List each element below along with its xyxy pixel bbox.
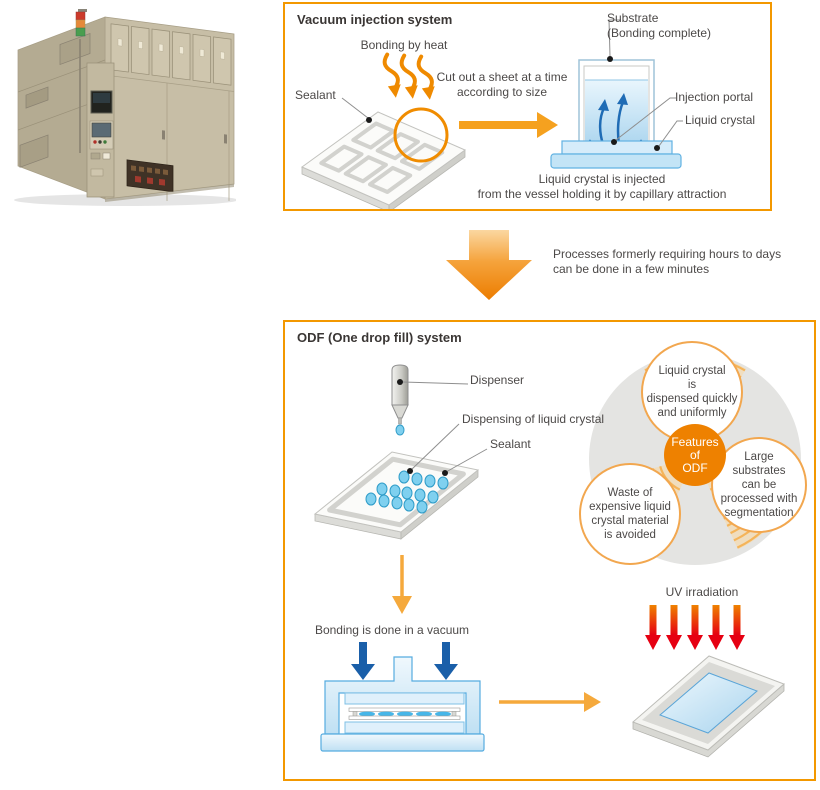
sealant-label: Sealant	[295, 88, 336, 102]
dispenser-label: Dispenser	[470, 373, 525, 387]
substrate-label: Substrate (Bonding complete)	[607, 11, 712, 40]
feature-center-text: Features of ODF	[671, 435, 719, 475]
odf-panel	[283, 320, 816, 781]
bonding-by-heat-label: Bonding by heat	[360, 38, 448, 52]
capillary-caption: Liquid crystal is injected from the vessel holding it by capillary attraction	[477, 172, 727, 201]
flow-right-arrow-icon	[499, 692, 601, 712]
odf-box-title: ODF (One drop fill) system	[297, 330, 462, 345]
falling-drop-icon	[396, 425, 404, 435]
vacuum-press	[321, 657, 484, 751]
dispensing-label: Dispensing of liquid crystal	[462, 412, 605, 426]
liquid-crystal-label: Liquid crystal	[685, 113, 756, 127]
vacuum-box-title: Vacuum injection system	[297, 12, 453, 27]
transition-text: Processes formerly requiring hours to days can be done in a few minutes	[553, 247, 782, 276]
uv-arrows-icon	[645, 605, 745, 650]
bonding-vacuum-label: Bonding is done in a vacuum	[314, 623, 470, 637]
feature-left-text: Waste of expensive liquid crystal material is avoided	[589, 487, 671, 541]
process-arrow-right-icon	[459, 112, 558, 138]
flow-down-arrow-icon	[392, 555, 412, 614]
cut-out-label: Cut out a sheet at a time according to size	[436, 70, 568, 99]
finished-panel	[633, 656, 784, 757]
press-lc-drops	[359, 712, 451, 717]
odf-glass-sheet	[315, 452, 478, 539]
equipment-photo	[8, 3, 236, 207]
feature-top-text: Liquid crystal is dispensed quickly and uniformly	[646, 365, 738, 419]
uv-irradiation-label: UV irradiation	[665, 585, 739, 599]
injection-portal-label: Injection portal	[675, 90, 754, 104]
transition-down-arrow-icon	[446, 230, 541, 302]
odf-sealant-label: Sealant	[490, 437, 531, 451]
feature-right-text: Large substrates can be processed with segmentation	[720, 451, 798, 519]
dispenser-icon	[392, 365, 408, 435]
vacuum-injection-panel	[283, 2, 772, 211]
